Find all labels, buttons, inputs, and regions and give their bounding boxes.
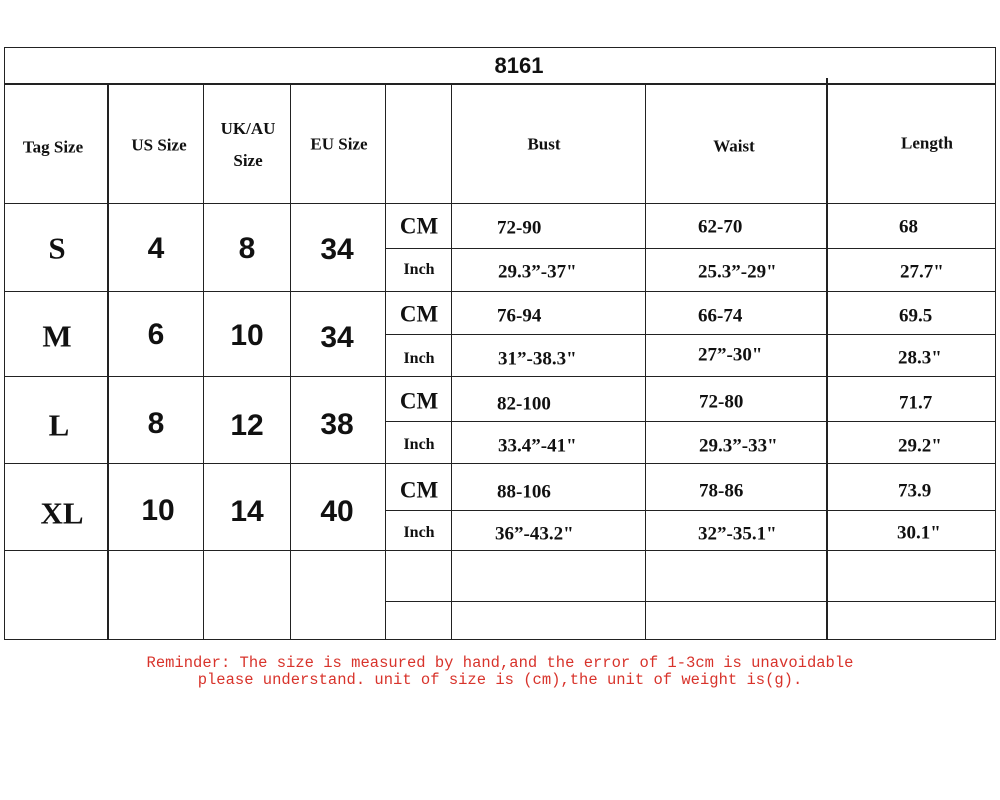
unit-cm-label: CM [399,213,439,239]
grid-line [385,248,995,249]
tag-size-cell: S [48,230,66,266]
header-waist: Waist [713,136,755,156]
header-tag-size: Tag Size [22,137,84,157]
length-inch-cell: 30.1" [897,522,941,544]
unit-cm-label: CM [399,388,439,414]
unit-inch-label: Inch [403,524,435,541]
tag-size-cell: M [42,318,72,354]
size-chart-table [4,47,996,640]
header-bust: Bust [527,134,561,154]
header-uk-au-size-line2: Size [233,151,263,170]
length-inch-cell: 27.7" [900,261,944,283]
grid-line [385,83,386,639]
grid-line [385,510,995,511]
unit-cm-label: CM [399,301,439,327]
eu-size-cell: 40 [320,495,354,528]
chart-title: 8161 [494,53,544,78]
waist-inch-cell: 25.3”-29" [698,261,777,283]
uk-size-cell: 12 [230,409,264,442]
us-size-cell: 10 [141,494,175,527]
eu-size-cell: 34 [320,321,354,354]
unit-cm-label: CM [399,477,439,503]
reminder-line-1: Reminder: The size is measured by hand,and the error of 1-3cm is unavoidable [146,654,854,672]
grid-line [290,83,291,639]
grid-line [385,421,995,422]
header-length: Length [901,133,953,153]
grid-line [385,334,995,335]
grid-line [203,83,204,639]
unit-inch-label: Inch [403,350,435,367]
grid-line [5,291,995,292]
grid-line [5,550,995,551]
bust-cm-cell: 88-106 [497,481,551,503]
bust-cm-cell: 76-94 [497,305,542,327]
waist-cm-cell: 72-80 [699,391,744,413]
us-size-cell: 8 [147,407,165,440]
eu-size-cell: 34 [320,233,354,266]
grid-line [385,601,995,602]
us-size-cell: 6 [147,318,165,351]
bust-inch-cell: 33.4”-41" [498,435,577,457]
waist-cm-cell: 66-74 [698,305,743,327]
length-cm-cell: 68 [899,216,918,238]
grid-line [5,203,995,204]
length-cm-cell: 69.5 [899,305,933,327]
reminder-note [0,655,1000,689]
length-cm-cell: 73.9 [898,480,932,502]
grid-line [5,83,995,85]
length-inch-cell: 28.3" [898,347,942,369]
bust-inch-cell: 31”-38.3" [498,348,577,370]
uk-size-cell: 14 [230,495,264,528]
grid-line [645,83,646,639]
bust-inch-cell: 36”-43.2" [495,523,574,545]
grid-line [5,463,995,464]
us-size-cell: 4 [147,232,165,265]
waist-inch-cell: 32”-35.1" [698,523,777,545]
tag-size-cell: L [48,407,70,443]
unit-inch-label: Inch [403,261,435,278]
grid-line [107,83,109,639]
grid-line [826,78,828,639]
grid-line [451,83,452,639]
bust-cm-cell: 72-90 [497,217,542,239]
tag-size-cell: XL [40,495,84,531]
waist-cm-cell: 78-86 [699,480,744,502]
header-uk-au-size [221,113,276,177]
bust-inch-cell: 29.3”-37" [498,261,577,283]
length-inch-cell: 29.2" [898,435,942,457]
header-uk-au-size-line1: UK/AU [220,119,276,138]
reminder-line-2: please understand. unit of size is (cm),the unit of weight is(g). [197,671,803,689]
unit-inch-label: Inch [403,436,435,453]
header-eu-size: EU Size [310,134,368,154]
bust-cm-cell: 82-100 [497,393,551,415]
waist-inch-cell: 29.3”-33" [699,435,778,457]
eu-size-cell: 38 [320,408,354,441]
uk-size-cell: 8 [238,232,256,265]
header-us-size: US Size [131,135,187,155]
uk-size-cell: 10 [230,319,264,352]
grid-line [5,376,995,377]
waist-cm-cell: 62-70 [698,216,743,238]
waist-inch-cell: 27”-30" [698,344,763,366]
length-cm-cell: 71.7 [899,392,933,414]
